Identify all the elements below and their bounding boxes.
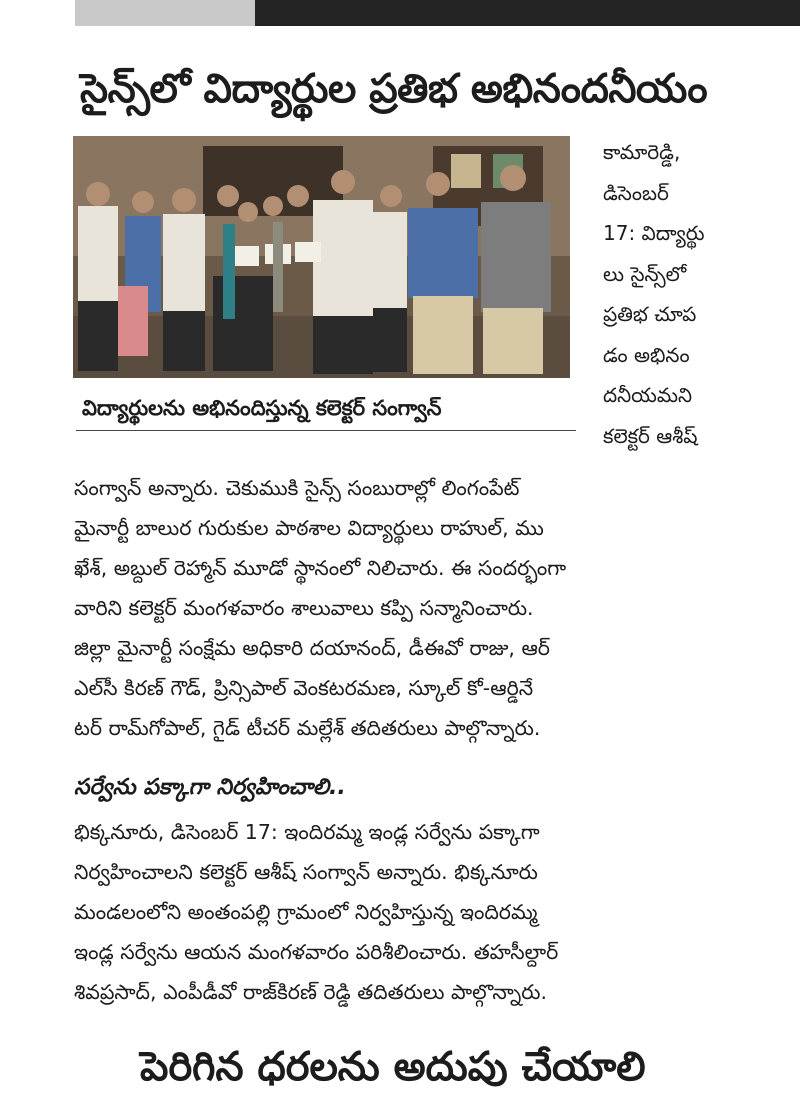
- body-line: శివప్రసాద్, ఎంపీడీవో రాజ్‌కిరణ్ రెడ్డి తదితరులు పాల్గొన్నారు.: [74, 980, 547, 1004]
- side-line: ప్రతిభ చూప: [603, 302, 697, 326]
- side-column-text: [603, 132, 753, 456]
- body-line: మండలంలోని అంతంపల్లి గ్రామంలో నిర్వహిస్తున్న ఇందిరమ్మ: [74, 900, 538, 924]
- side-line: డం అభినం: [603, 342, 690, 367]
- side-line: కామారెడ్డి,: [603, 140, 681, 164]
- body-line: ఎల్‌సీ కిరణ్ గౌడ్, ప్రిన్సిపాల్ వెంకటరమణ, స్కూల్ కో-ఆర్డినే: [74, 676, 534, 700]
- body-line: మైనార్టీ బాలుర గురుకుల పాఠశాల విద్యార్థులు రాహుల్, ము: [74, 516, 544, 540]
- body-line: టర్ రామ్‌గోపాల్, గైడ్ టీచర్ మల్లేశ్ తదితరులు పాల్గొన్నారు.: [74, 716, 541, 740]
- header-band-light: [75, 0, 255, 26]
- body-line: ఇండ్ల సర్వేను ఆయన మంగళవారం పరిశీలించారు. తహసీల్దార్: [74, 940, 559, 964]
- side-line: కలెక్టర్ ఆశీష్: [603, 423, 698, 448]
- side-line: డిసెంబర్: [603, 180, 669, 205]
- body-line: సంగ్వాన్ అన్నారు. చెకుముకి సైన్స్ సంబురాల్లో లింగంపేట్: [74, 476, 520, 500]
- second-article-body: [74, 812, 764, 1012]
- article-body: [74, 468, 764, 748]
- body-line: భిక్కనూరు, డిసెంబర్ 17: ఇందిరమ్మ ఇండ్ల సర్వేను పక్కాగా: [74, 820, 540, 844]
- side-line: 17: విద్యార్థు: [603, 221, 705, 245]
- second-article-subhead: సర్వేను పక్కాగా నిర్వహించాలి..: [74, 775, 346, 800]
- body-line: నిర్వహించాలని కలెక్టర్ ఆశీష్ సంగ్వాన్ అన్నారు. భిక్కనూరు: [74, 860, 538, 884]
- article-headline: సైన్స్‌లో విద్యార్థుల ప్రతిభ అభినందనీయం: [80, 66, 708, 112]
- body-line: వారిని కలెక్టర్ మంగళవారం శాలువాలు కప్పి సన్మానించారు.: [74, 596, 534, 620]
- side-line: దనీయమని: [603, 383, 693, 407]
- side-line: లు సైన్స్‌లో: [603, 261, 687, 286]
- news-photo: [73, 136, 570, 378]
- photo-caption: విద్యార్థులను అభినందిస్తున్న కలెక్టర్ సంగ్వాన్: [82, 396, 442, 420]
- body-line: జిల్లా మైనార్టీ సంక్షేమ అధికారి దయానంద్, డీఈవో రాజు, ఆర్: [74, 636, 550, 660]
- caption-divider: [76, 430, 576, 431]
- next-article-headline: పెరిగిన ధరలను అదుపు చేయాలి: [140, 1044, 646, 1090]
- body-line: ఖేశ్, అబ్దుల్ రెహ్మాన్ మూడో స్థానంలో నిలిచారు. ఈ సందర్భంగా: [74, 556, 567, 580]
- header-band-dark: [255, 0, 800, 26]
